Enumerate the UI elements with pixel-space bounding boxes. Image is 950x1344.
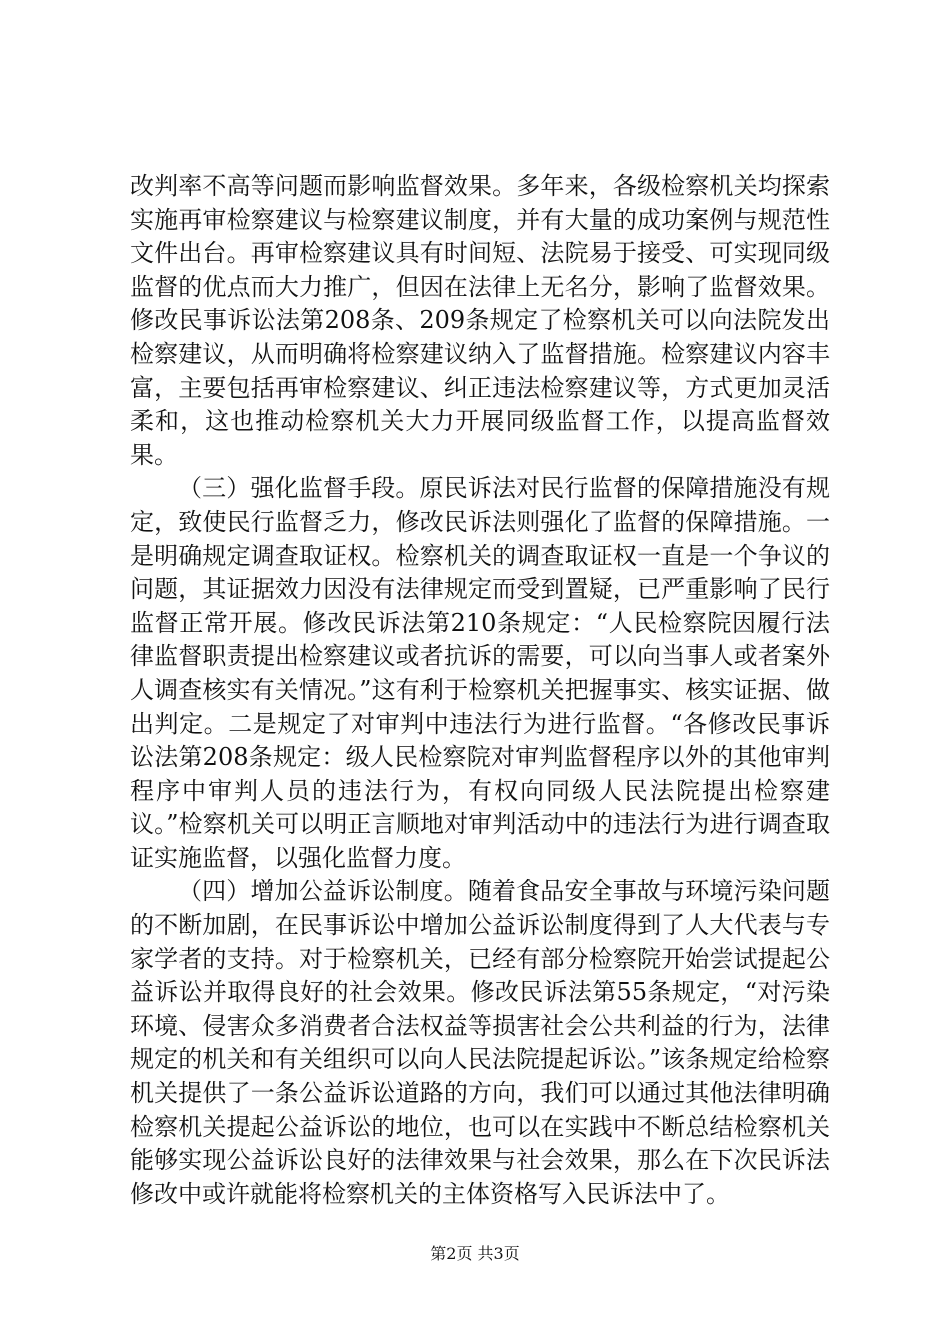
paragraph-continuation: 改判率不高等问题而影响监督效果。多年来，各级检察机关均探索实施再审检察建议与检察建议制度，并有大量的成功案例与规范性文件出台。再审检察建议具有时间短、法院易于接受、可实现同级监督的优点而大力推广，但因在法律上无名分，影响了监督效果。修改民事诉讼法第208条、209条规定了检察机关可以向法院发出检察建议，从而明确将检察建议纳入了监督措施。检察建议内容丰富，主要包括再审检察建议、纠正违法检察建议等，方式更加灵活柔和，这也推动检察机关大力开展同级监督工作，以提高监督效果。 xyxy=(130,172,830,469)
paragraph-section-three: （三）强化监督手段。原民诉法对民行监督的保障措施没有规定，致使民行监督乏力，修改民诉法则强化了监督的保障措施。一是明确规定调查取证权。检察机关的调查取证权一直是一个争议的问题，其证据效力因没有法律规定而受到置疑，已严重影响了民行监督正常开展。修改民诉法第210条规定：“人民检察院因履行法律监督职责提出检察建议或者抗诉的需要，可以向当事人或者案外人调查核实有关情况。”这有利于检察机关把握事实、核实证据、做出判定。二是规定了对审判中违法行为进行监督。“各修改民事诉讼法第208条规定：级人民检察院对审判监督程序以外的其他审判程序中审判人员的违法行为，有权向同级人民法院提出检察建议。”检察机关可以明正言顺地对审判活动中的违法行为进行调查取证实施监督，以强化监督力度。 xyxy=(130,474,830,872)
document-body xyxy=(130,170,830,1211)
page-footer: 第2页 共3页 xyxy=(430,1244,520,1263)
paragraph-section-four: （四）增加公益诉讼制度。随着食品安全事故与环境污染问题的不断加剧，在民事诉讼中增加公益诉讼制度得到了人大代表与专家学者的支持。对于检察机关，已经有部分检察院开始尝试提起公益诉讼并取得良好的社会效果。修改民诉法第55条规定，“对污染环境、侵害众多消费者合法权益等损害社会公共利益的行为，法律规定的机关和有关组织可以向人民法院提起诉讼。”该条规定给检察机关提供了一条公益诉讼道路的方向，我们可以通过其他法律明确检察机关提起公益诉讼的地位，也可以在实践中不断总结检察机关能够实现公益诉讼良好的法律效果与社会效果，那么在下次民诉法修改中或许就能将检察机关的主体资格写入民诉法中了。 xyxy=(130,877,830,1208)
